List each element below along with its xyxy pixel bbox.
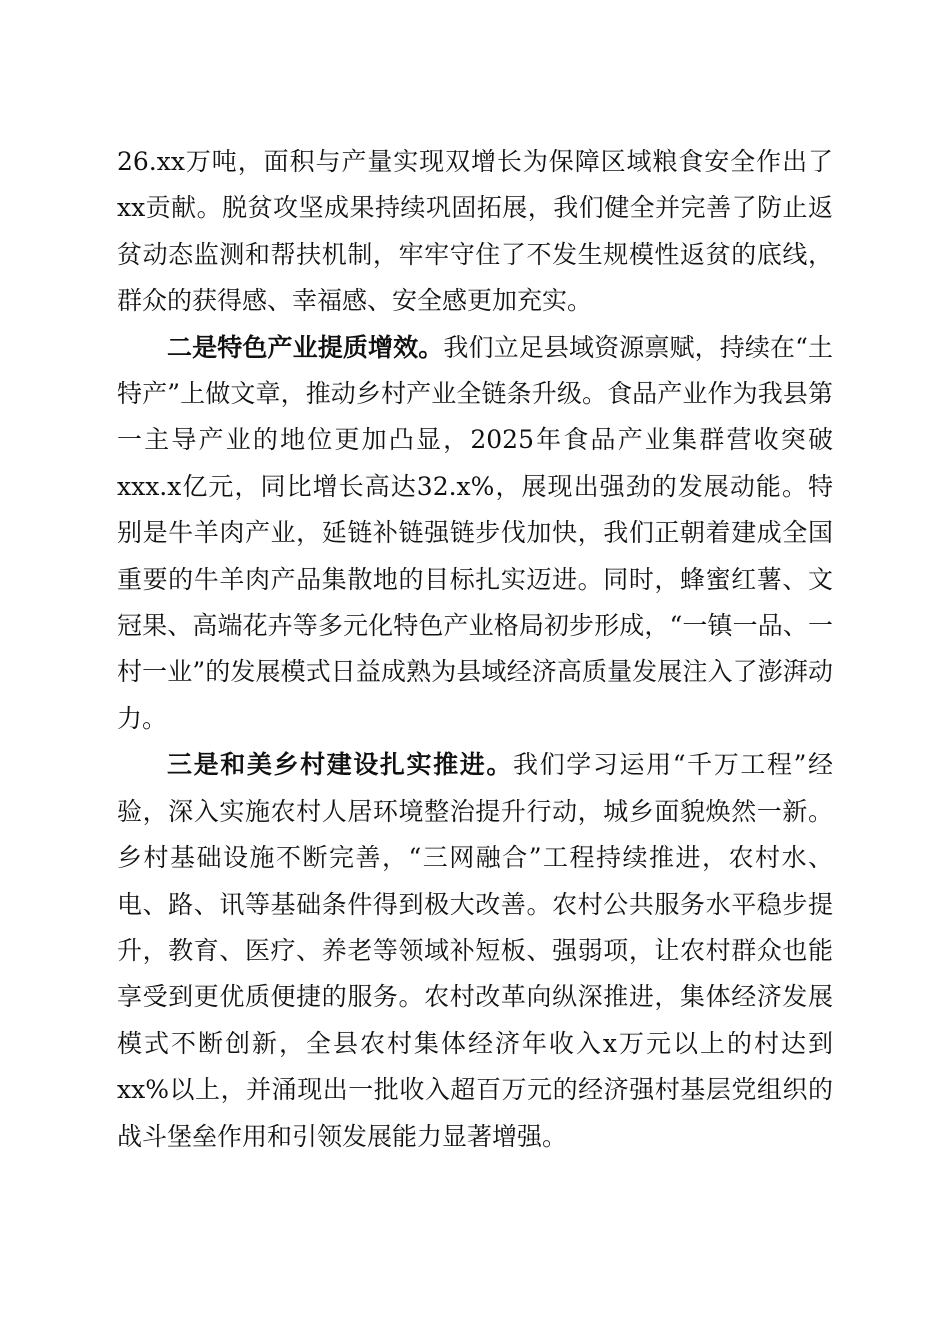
paragraph-specialty-industry (117, 325, 833, 743)
paragraph-lead-heading: 三是和美乡村建设扎实推进。 (167, 750, 514, 780)
paragraph-text: 26.xx万吨，面积与产量实现双增长为保障区域粮食安全作出了xx贡献。脱贫攻坚成果持续巩固拓展，我们健全并完善了防止返贫动态监测和帮扶机制，牢牢守住了不发生规模性返贫的底线，群众的获得感、幸福感、安全感更加充实。 (117, 147, 833, 316)
paragraph-grain-and-poverty (117, 139, 833, 325)
document-page (117, 139, 833, 1160)
paragraph-text: 我们学习运用“千万工程”经验，深入实施农村人居环境整治提升行动，城乡面貌焕然一新。乡村基础设施不断完善，“三网融合”工程持续推进，农村水、电、路、讯等基础条件得到极大改善。农村公共服务水平稳步提升，教育、医疗、养老等领域补短板、强弱项，让农村群众也能享受到更优质便捷的服务。农村改革向纵深推进，集体经济发展模式不断创新，全县农村集体经济年收入x万元以上的村达到xx%以上，并涌现出一批收入超百万元的经济强村基层党组织的战斗堡垒作用和引领发展能力显著增强。 (117, 750, 833, 1151)
paragraph-rural-construction (117, 742, 833, 1160)
paragraph-text: 我们立足县域资源禀赋，持续在“土特产”上做文章，推动乡村产业全链条升级。食品产业作为我县第一主导产业的地位更加凸显，2025年食品产业集群营收突破xxx.x亿元，同比增长高达32.x%，展现出强劲的发展动能。特别是牛羊肉产业，延链补链强链步伐加快，我们正朝着建成全国重要的牛羊肉产品集散地的目标扎实迈进。同时，蜂蜜红薯、文冠果、高端花卉等多元化特色产业格局初步形成，“一镇一品、一村一业”的发展模式日益成熟为县域经济高质量发展注入了澎湃动力。 (117, 332, 833, 733)
paragraph-lead-heading: 二是特色产业提质增效。 (167, 332, 444, 362)
